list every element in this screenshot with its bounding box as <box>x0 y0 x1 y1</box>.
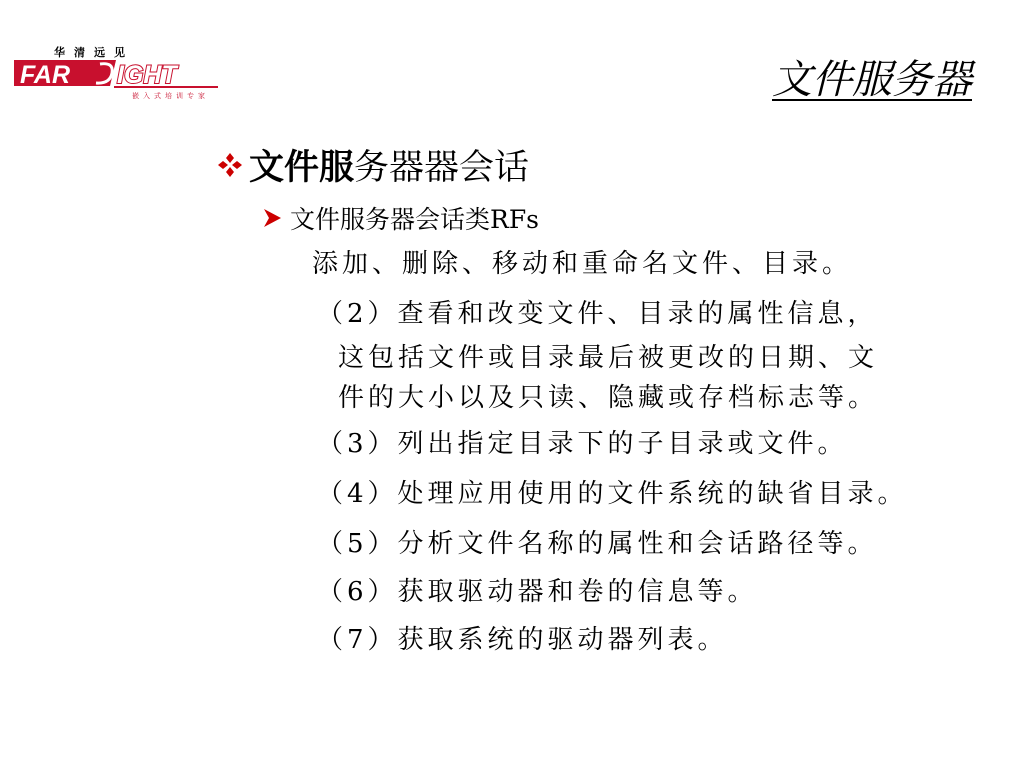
logo-brand-mark <box>14 58 220 88</box>
list-item: （6）获取驱动器和卷的信息等。 <box>317 577 758 607</box>
list-item: （5）分析文件名称的属性和会话路径等。 <box>317 529 878 559</box>
bullet-main-text <box>249 148 529 188</box>
list-item: （4）处理应用使用的文件系统的缺省目录。 <box>317 479 908 509</box>
logo-chinese-name: 华清远见 <box>54 46 134 59</box>
list-item: （3）列出指定目录下的子目录或文件。 <box>317 429 848 459</box>
logo-brand-right: IGHT <box>117 61 177 88</box>
list-item: （2）查看和改变文件、目录的属性信息， <box>317 299 878 329</box>
list-item: 件的大小以及只读、隐藏或存档标志等。 <box>338 383 879 413</box>
bullet-main-bold: 文件服 <box>249 148 355 188</box>
logo-tagline: 嵌入式培训专家 <box>132 92 209 100</box>
bullet-main <box>217 140 529 190</box>
slide-title: 文件服务器 <box>772 57 972 103</box>
diamond-bullet-icon <box>217 152 243 178</box>
bullet-main-normal: 务器器会话 <box>354 148 530 188</box>
list-item: （7）获取系统的驱动器列表。 <box>317 625 728 655</box>
bullet-sub <box>262 200 539 236</box>
company-logo <box>14 44 220 104</box>
list-item: 这包括文件或目录最后被更改的日期、文 <box>338 343 879 373</box>
logo-brand-left: FAR <box>20 61 70 88</box>
list-item: 添加、删除、移动和重命名文件、目录。 <box>312 249 853 279</box>
bullet-sub-text: 文件服务器会话类RFs <box>290 205 539 234</box>
arrow-bullet-icon <box>262 208 282 228</box>
